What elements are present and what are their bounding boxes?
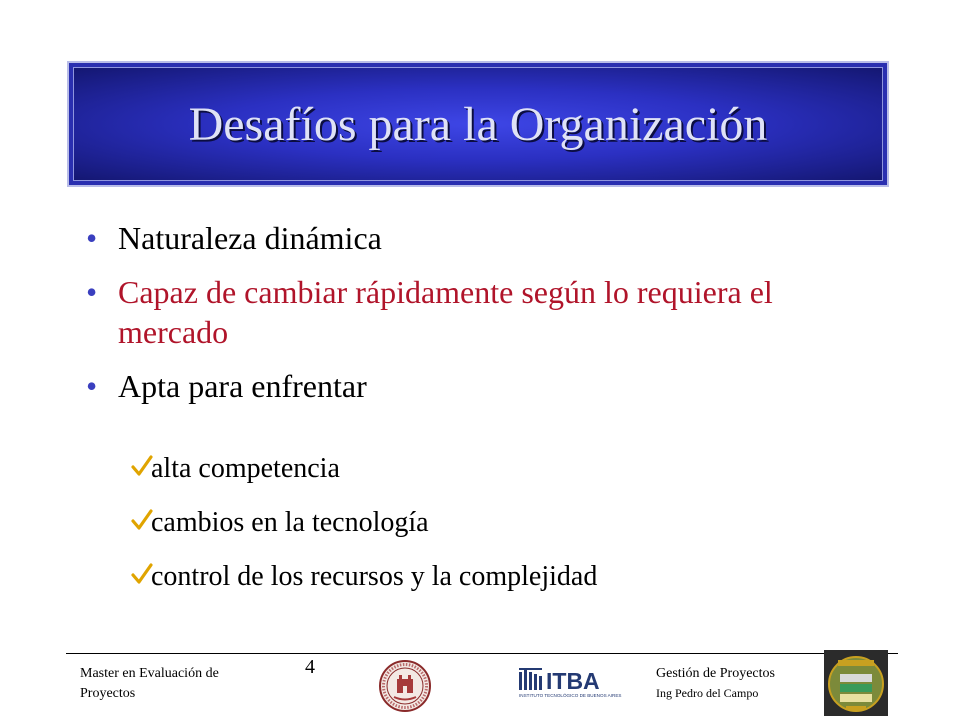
sub-item-list: [131, 452, 891, 614]
sub-item-text: alta competencia: [151, 453, 340, 484]
footer-author: Ing Pedro del Campo: [656, 686, 759, 700]
footer-subject-name: Gestión de Proyectos: [656, 666, 775, 681]
footer-divider: [66, 653, 898, 654]
slide-title: Desafíos para la Organización: [188, 97, 768, 151]
itba-logo-wordmark: ITBA: [546, 668, 600, 694]
bullet-marker: •: [86, 220, 98, 256]
itba-logo: [519, 666, 623, 700]
check-icon: [131, 562, 153, 586]
footer-subject: [656, 664, 816, 702]
check-icon: [131, 454, 153, 478]
bullet-text: Apta para enfrentar: [118, 368, 367, 404]
project-management-badge-icon: [824, 650, 888, 716]
check-icon: [131, 508, 153, 532]
title-banner: [67, 61, 889, 187]
university-seal-icon: [378, 659, 432, 713]
sub-item-text: control de los recursos y la complejidad: [151, 561, 598, 592]
bullet-text: Capaz de cambiar rápidamente según lo requiera el mercado: [118, 274, 773, 350]
sub-item: [131, 560, 891, 594]
footer-course-line2: Proyectos: [80, 686, 136, 701]
footer-course-name: [80, 664, 270, 704]
footer-course-line1: Master en Evaluación de: [80, 666, 219, 681]
bullet-item: [86, 366, 886, 406]
bullet-marker: •: [86, 274, 98, 310]
itba-logo-subtitle: INSTITUTO TECNOLÓGICO DE BUENOS AIRES: [519, 693, 622, 698]
bullet-list: [86, 218, 886, 420]
bullet-item: [86, 218, 886, 258]
bullet-item-highlighted: [86, 272, 886, 352]
sub-item: [131, 506, 891, 540]
title-banner-inner: [73, 67, 883, 181]
bullet-text: Naturaleza dinámica: [118, 220, 382, 256]
sub-item-text: cambios en la tecnología: [151, 507, 429, 538]
bullet-marker: •: [86, 368, 98, 404]
page-number: 4: [305, 656, 315, 678]
sub-item: [131, 452, 891, 486]
